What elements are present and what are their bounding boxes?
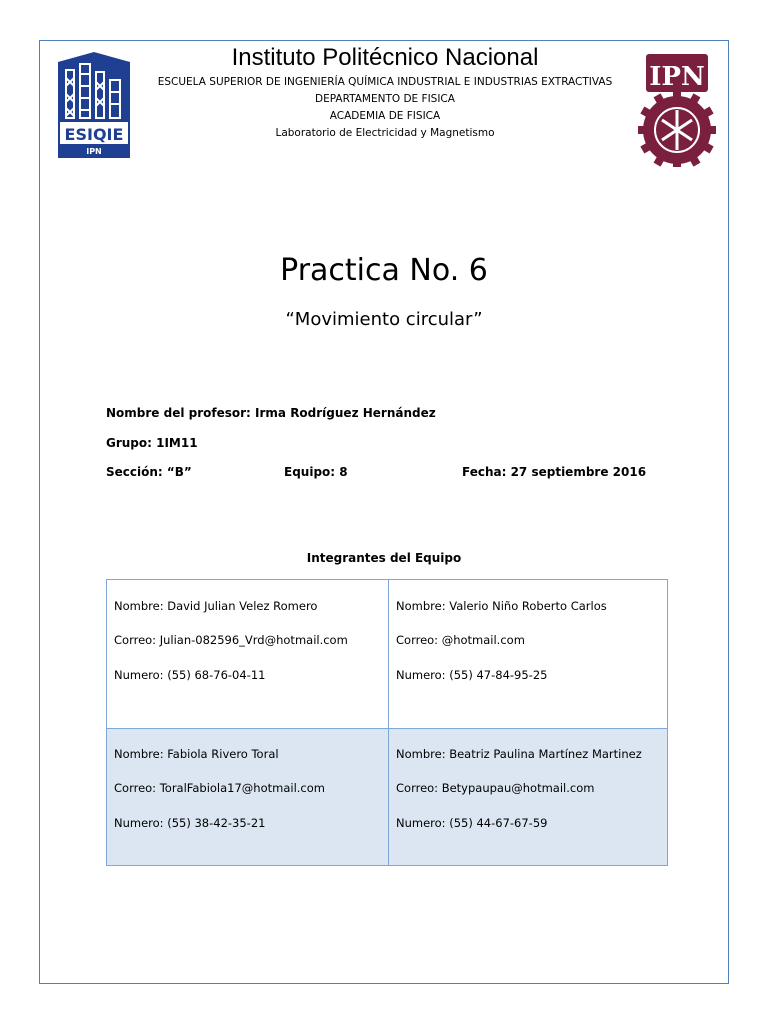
team-number: Equipo: 8 <box>284 465 348 479</box>
professor-name: Nombre del profesor: Irma Rodríguez Hernández <box>106 406 436 420</box>
practice-subtitle: “Movimiento circular” <box>285 309 483 330</box>
group-label: Grupo: 1IM11 <box>106 436 198 450</box>
esiqie-logo <box>54 50 134 163</box>
team-heading: Integrantes del Equipo <box>306 551 462 565</box>
member-email: Correo: @hotmail.com <box>396 633 525 647</box>
member-name: Nombre: Beatriz Paulina Martínez Martinez <box>396 747 642 761</box>
member-phone: Numero: (55) 38-42-35-21 <box>114 816 266 830</box>
member-phone: Numero: (55) 44-67-67-59 <box>396 816 548 830</box>
member-cell <box>107 580 388 728</box>
member-name: Nombre: Valerio Niño Roberto Carlos <box>396 599 607 613</box>
member-name: Nombre: Fabiola Rivero Toral <box>114 747 279 761</box>
member-phone: Numero: (55) 68-76-04-11 <box>114 668 266 682</box>
member-email: Correo: Betypaupau@hotmail.com <box>396 781 595 795</box>
member-email: Correo: Julian-082596_Vrd@hotmail.com <box>114 633 348 647</box>
member-phone: Numero: (55) 47-84-95-25 <box>396 668 548 682</box>
member-cell <box>107 728 388 865</box>
department-name: DEPARTAMENTO DE FISICA <box>315 93 455 105</box>
date-label: Fecha: 27 septiembre 2016 <box>462 465 647 479</box>
esiqie-logo-subtext: IPN <box>86 147 102 156</box>
ipn-logo-text: IPN <box>649 62 705 92</box>
member-cell <box>388 728 667 865</box>
school-name: ESCUELA SUPERIOR DE INGENIERÍA QUÍMICA INDUSTRIAL E INDUSTRIAS EXTRACTIVAS <box>157 76 613 88</box>
member-name: Nombre: David Julian Velez Romero <box>114 599 318 613</box>
esiqie-logo-text: ESIQIE <box>64 125 124 144</box>
member-email: Correo: ToralFabiola17@hotmail.com <box>114 781 325 795</box>
institute-title: Instituto Politécnico Nacional <box>231 44 539 71</box>
section-label: Sección: “B” <box>106 465 192 479</box>
team-table <box>106 579 668 866</box>
ipn-logo <box>638 50 716 167</box>
academy-name: ACADEMIA DE FISICA <box>329 110 441 122</box>
member-cell <box>388 580 667 728</box>
lab-name: Laboratorio de Electricidad y Magnetismo <box>275 127 495 139</box>
practice-title: Practica No. 6 <box>280 253 488 288</box>
